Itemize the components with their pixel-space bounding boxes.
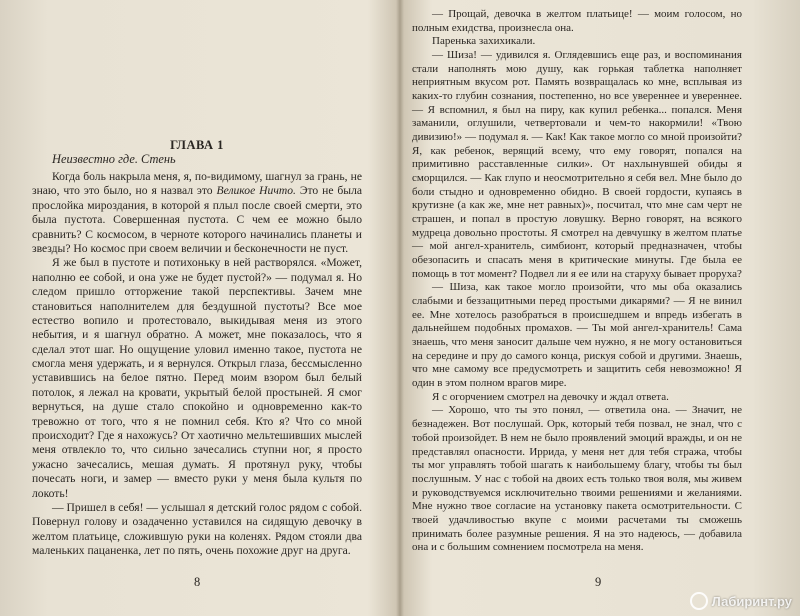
watermark-text: Лабиринт.ру (711, 593, 792, 609)
paragraph: — Прощай, девочка в желтом платьице! — моим голосом, но полным ехидства, произнесла она. (412, 8, 742, 34)
chapter-title: ГЛАВА 1 (170, 138, 224, 152)
paragraph: — Пришел в себя! — услышал я детский голос рядом с собой. Повернул голову и озадаченно уставился на сидящую девочку в желтом платьице, сложившую руки на коленях. Рядом стояли два маленьких пацаненка, лет по пять, очень похожие друг на друга. (32, 500, 362, 558)
paragraph: Когда боль накрыла меня, я, по-видимому, шагнул за грань, не знаю, что это было, но я назвал это Великое Ничто. Это не была прослойка мироздания, в которой я плыл после своей смерти, это была пустота. Совершенная пустота. С чем ее можно было сравнить? С космосом, в черноте которого начинались планеты и звезды? Но космос при своем величии и бесконечности не пуст. (32, 170, 362, 255)
chapter-subtitle: Неизвестно где. Стень (52, 152, 176, 166)
right-page (400, 0, 800, 616)
watermark (690, 592, 792, 610)
paragraph: — Шиза, как такое могло произойти, что мы оба оказались слабыми и беззащитными перед простыми дикарями? — Я не винил ее. Мне хотелось разобраться в происшедшем и впредь избегать в дальнейшем подобных промахов. — Ты мой ангел-хранитель! Сама знаешь, что меня заносит дальше чем нужно, я не могу остановиться на середине и пру до самого конца, рискуя собой и другими. Знаешь, что мне самому все предусмотреть и защитить себя невозможно! Я один в этом полном врагов мире. (412, 281, 742, 390)
labirint-logo-icon (690, 592, 708, 610)
paragraph: — Хорошо, что ты это понял, — ответила она. — Значит, не безнадежен. Вот послушай. Орк, который тебя позвал, не знал, что с тобой произойдет. В нем не было проявлений эмоций вражды, и он не представлял опасности. Иррида, у меня нет для тебя стража, чтобы ты мог управлять тобой шагать к наибольшему благу, чтобы ты был послушным. У нас с тобой на двоих есть только твоя воля, мы живем и руководствуемся исключительно твоими решениями и желаниями. Мне нужно твое согласие на установку пакета осмотрительности. С твоей удачливостью вкупе с моими расчетами ты сможешь принимать более разумные решения. Я на это надеюсь, — добавила она и с большим сомнением посмотрела на меня. (412, 404, 742, 554)
left-page-text (32, 170, 362, 559)
paragraph: Я же был в пустоте и потихоньку в ней растворялся. «Может, наполню ее собой, и она уже не будет пустой?» — подумал я. Но следом пришло отторжение такой перспективы. Зачем мне становиться наполнителем для бездушной пустоты? Все мое естество вопило и протестовало, выкидывая меня из этого небытия, и я шагнул обратно. А может, мне показалось, что я сделал этот шаг. Но ощущение уловил именно такое, пустота не смогла меня удержать, и я вернулся. Открыл глаза, бессмысленно уставившись на белое пятно. Перед моим взором был белый потолок, я лежал на кровати, укрытый белой простыней. Я смог вернуться, на душе стало спокойно и одновременно как-то тревожно от того, что я не помнил себя. Кто я? Что со мной происходит? Где я нахожусь? От хаотично мельтешивших мыслей меня отвлекло то, что сильно зачесались ступни ног, я просто ужасно зачесались, мешая думать. Я протянул руку, чтобы почесать ноги, и замер — вместо руки у меня была культя по локоть! (32, 256, 362, 500)
paragraph: Я с огорчением смотрел на девочку и ждал ответа. (432, 390, 669, 403)
page-number: 9 (595, 575, 602, 589)
right-page-text (412, 8, 742, 555)
paragraph: Паренька захихикали. (432, 35, 536, 48)
page-number: 8 (194, 575, 201, 589)
paragraph: — Шиза! — удивился я. Оглядевшись еще раз, и воспоминания стали наполнять мою душу, как горькая таблетка наполняет неприятным вкусом рот. Память возвращалась ко мне, всплывая из каких-то глубин сознания, постепенно, но все увереннее и увереннее. — Я вспомнил, я был на пиру, как купил ребенка... попался. Меня заманили, оглушили, четвертовали и чем-то накормили! «Твою дивизию!» — подумал я. — Как! Как такое могло со мной произойти? Я, как ребенок, верящий всему, что ему говорят, попался на примитивно расставленные силки». От нахлынувшей обиды я сморщился. — Как глупо и неосмотрительно я себя вел. Мне было до боли стыдно и одновременно обидно. В своей гордости, купаясь в крутизне (а как же, мне нет равных)», посчитал, что мне сам черт не страшен, и попал в простую ловушку. Верно говорят, на всякого мудреца довольно простоты. Я смотрел на девчушку в желтом платье — мой ангел-хранитель, симбионт, который предназначен, чтобы обезопасить и спасать меня в критические минуты. Где была ее помощь в тот момент? Подвел ли я ее или на старуху бывает проруха? (412, 49, 742, 280)
